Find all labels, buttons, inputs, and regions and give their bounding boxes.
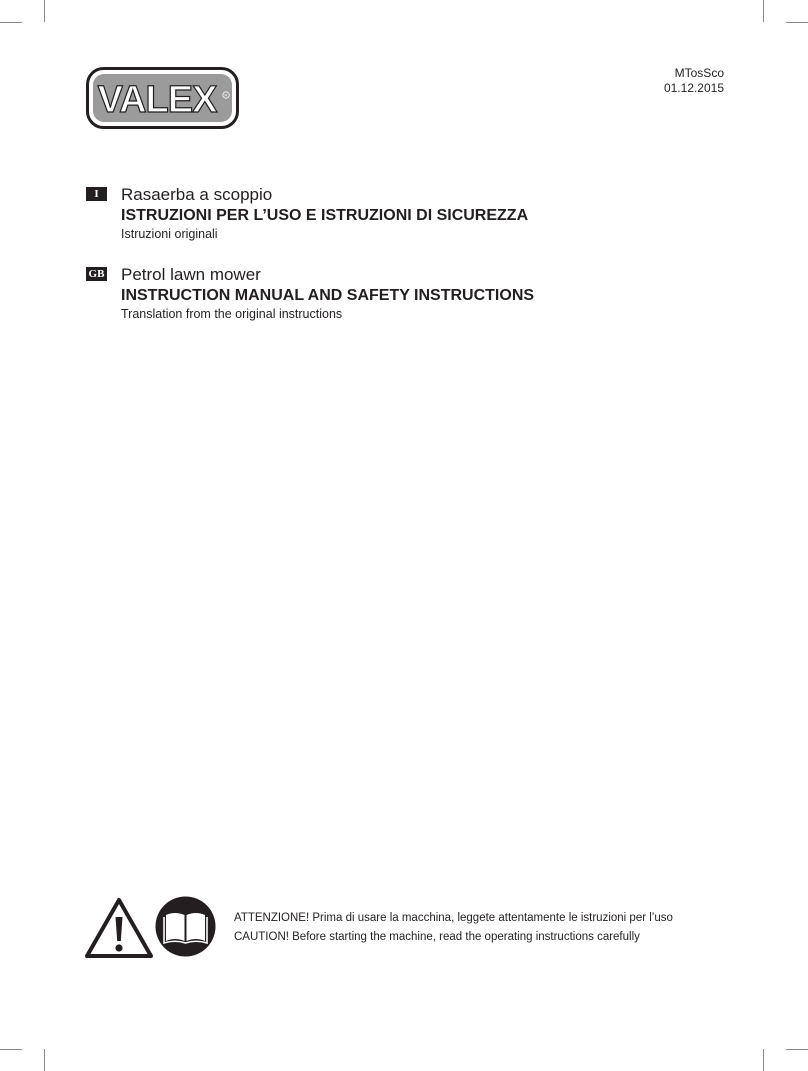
read-manual-icon — [155, 896, 216, 957]
caution-notice — [234, 909, 673, 947]
crop-mark — [786, 22, 808, 23]
product-title: Rasaerba a scoppio — [121, 185, 273, 204]
language-code-badge: I — [86, 187, 107, 201]
crop-mark — [763, 0, 764, 22]
crop-mark — [0, 22, 22, 23]
document-date: 01.12.2015 — [663, 81, 724, 95]
crop-mark — [0, 1049, 22, 1050]
crop-mark — [44, 1049, 45, 1071]
document-code: MTosSco — [674, 66, 724, 80]
product-title: Petrol lawn mower — [121, 265, 261, 284]
manual-subtitle: Translation from the original instructions — [121, 307, 343, 321]
svg-text:R: R — [224, 92, 228, 98]
crop-mark — [786, 1049, 808, 1050]
valex-logo — [86, 67, 239, 129]
crop-mark — [44, 0, 45, 22]
manual-heading: INSTRUCTION MANUAL AND SAFETY INSTRUCTIONS — [121, 287, 535, 304]
manual-subtitle: Istruzioni originali — [121, 227, 218, 241]
caution-english: CAUTION! Before starting the machine, read the operating instructions carefully — [234, 931, 640, 943]
warning-triangle-icon — [84, 897, 154, 959]
svg-text:VALEX: VALEX — [97, 79, 217, 121]
language-code-badge: GB — [86, 267, 107, 281]
caution-italian: ATTENZIONE! Prima di usare la macchina, leggete attentamente le istruzioni per l’uso — [234, 912, 673, 924]
manual-heading: ISTRUZIONI PER L’USO E ISTRUZIONI DI SICUREZZA — [121, 207, 529, 224]
crop-mark — [763, 1049, 764, 1071]
document-reference — [664, 66, 724, 96]
